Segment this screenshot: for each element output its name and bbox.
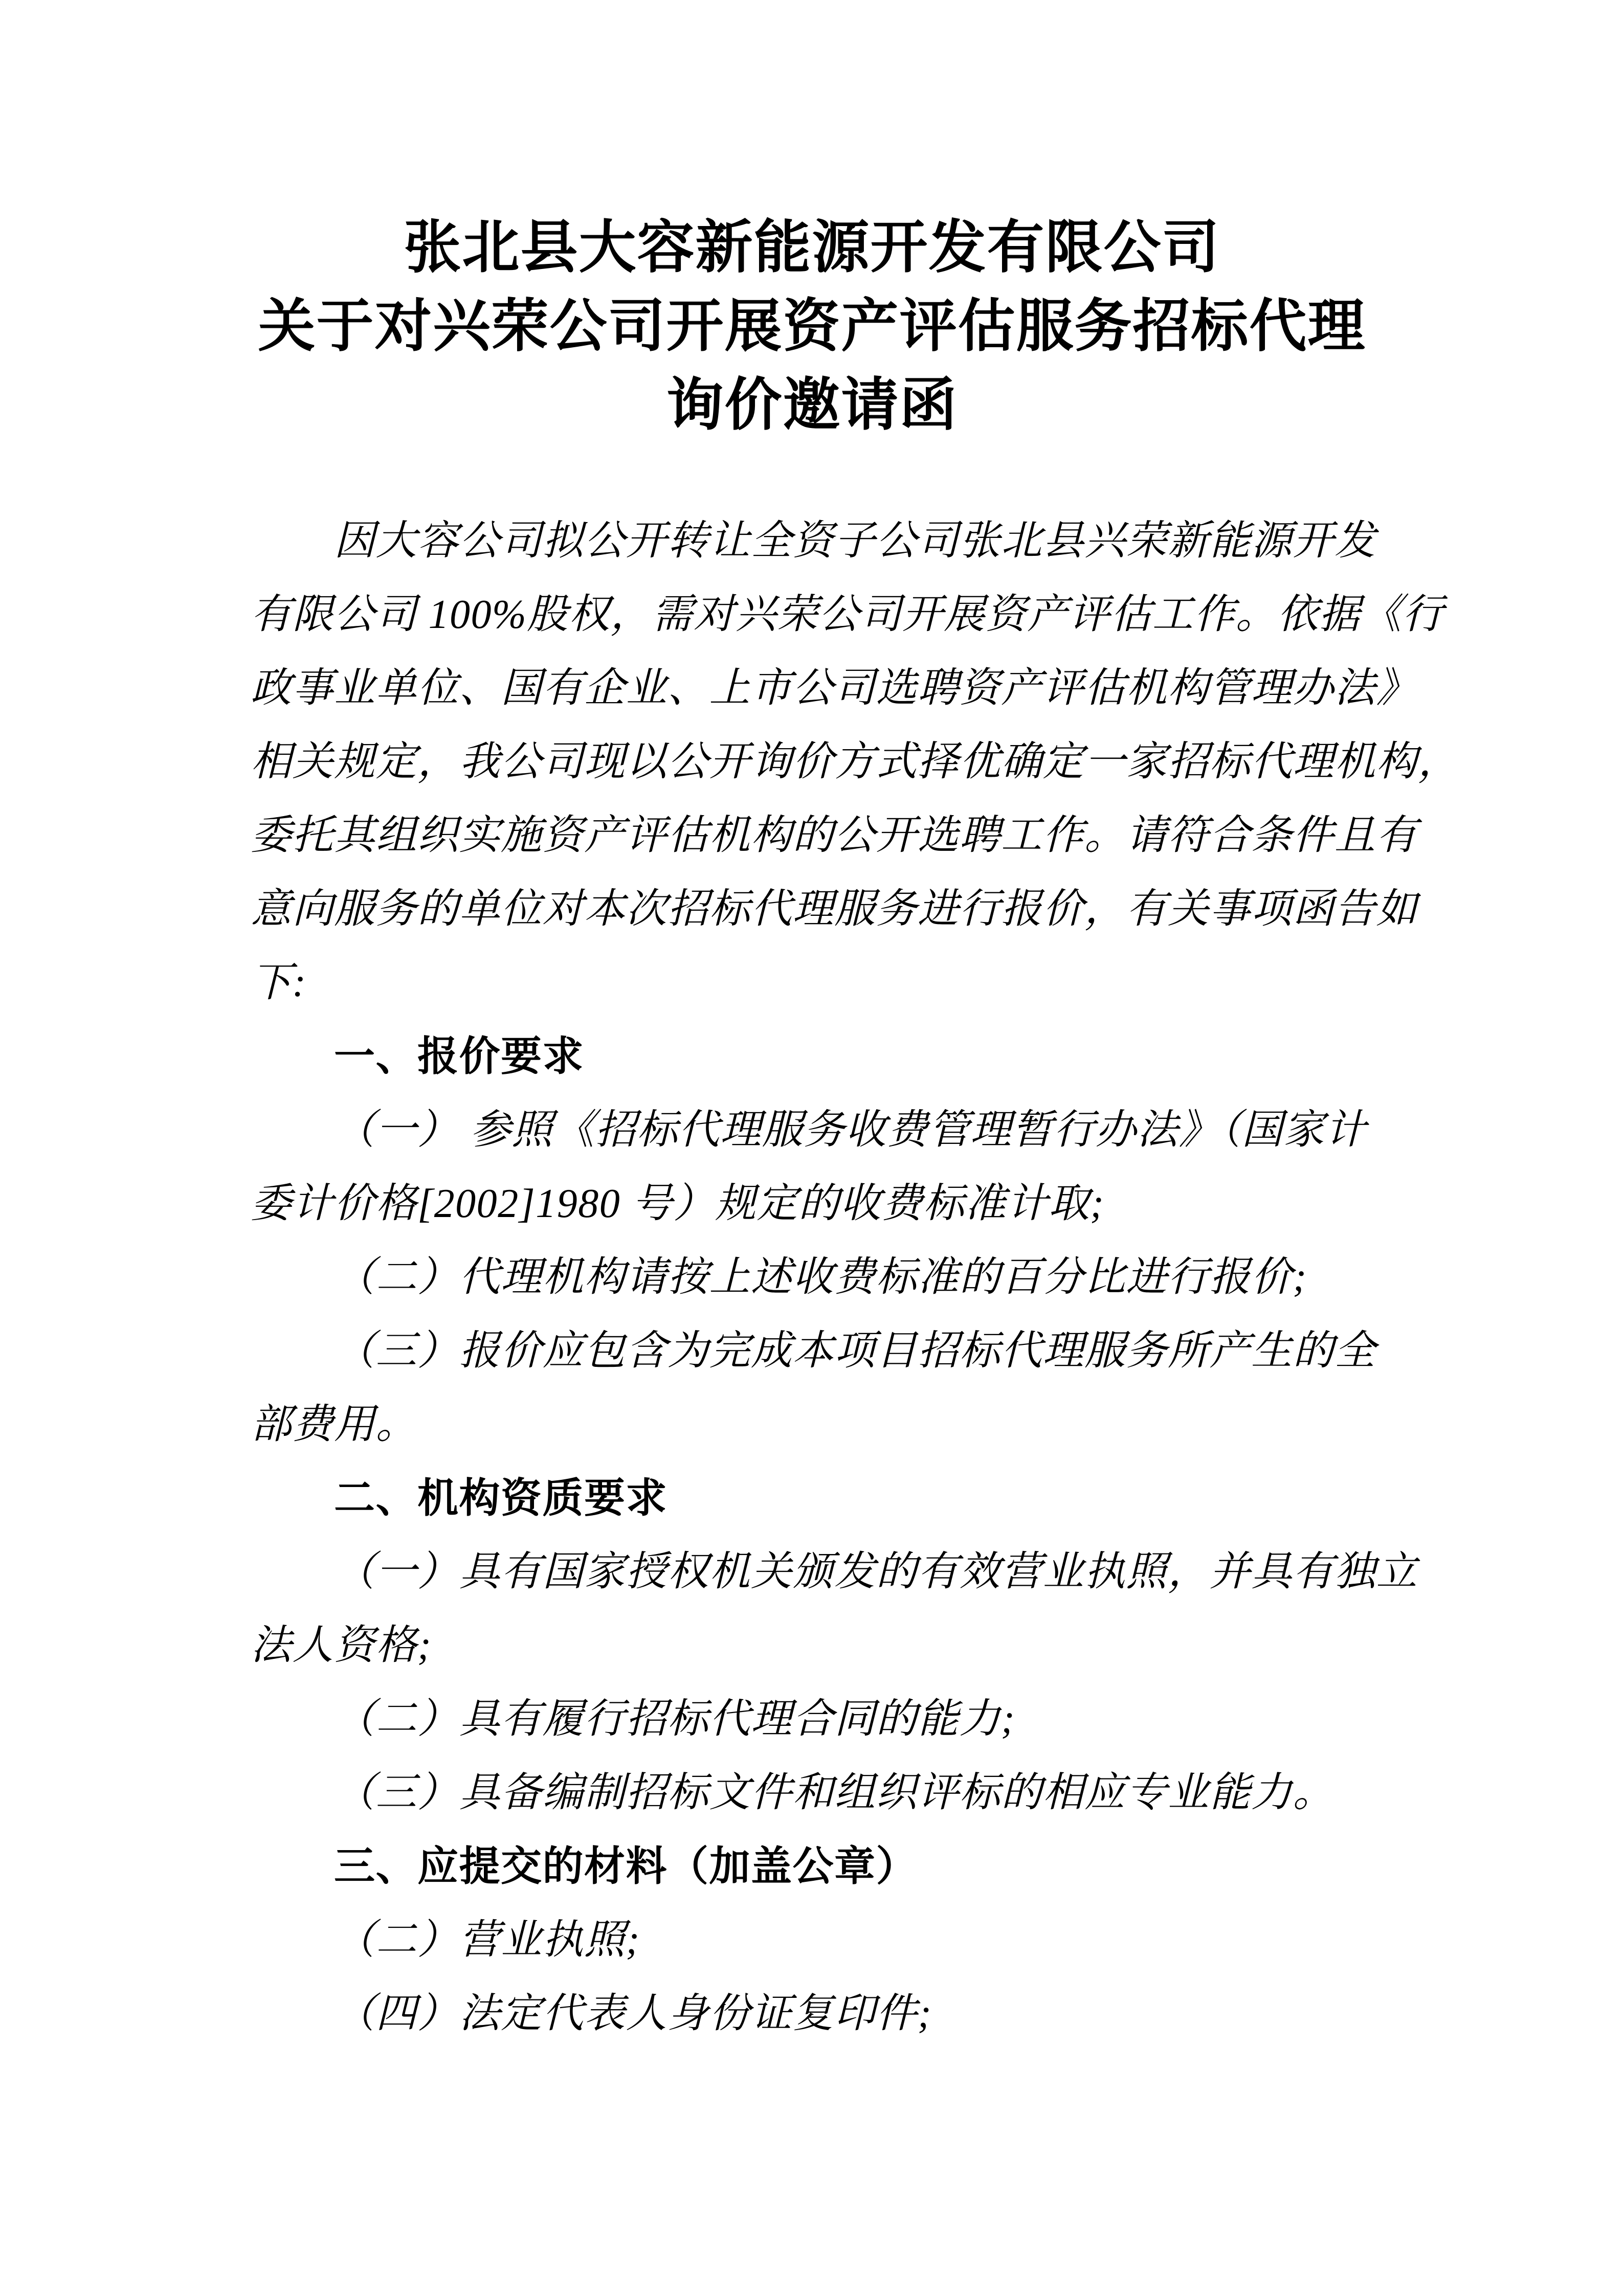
body-line: （一） 参照《招标代理服务收费管理暂行办法》（国家计 (334, 1108, 1367, 1153)
body-line: 委计价格[2002]1980 号）规定的收费标准计取; (251, 1181, 1105, 1226)
body-line: 下: (251, 960, 307, 1005)
body-line: 有限公司 100%股权，需对兴荣公司开展资产评估工作。依据《行 (251, 592, 1444, 637)
section-heading: 一、报价要求 (334, 1033, 584, 1079)
body-line: （三）报价应包含为完成本项目招标代理服务所产生的全 (334, 1329, 1376, 1374)
section-heading: 二、机构资质要求 (334, 1475, 668, 1521)
body-line: 相关规定，我公司现以公开询价方式择优确定一家招标代理机构， (251, 739, 1460, 784)
body-line: （一）具有国家授权机关颁发的有效营业执照，并具有独立 (334, 1549, 1418, 1594)
body-line: 因大容公司拟公开转让全资子公司张北县兴荣新能源开发 (334, 519, 1376, 564)
body-line: 委托其组织实施资产评估机构的公开选聘工作。请符合条件且有 (251, 813, 1418, 858)
body-line: 部费用。 (251, 1402, 417, 1447)
body-line: （三）具备编制招标文件和组织评标的相应专业能力。 (334, 1770, 1334, 1815)
body-line: （四）法定代表人身份证复印件; (334, 1991, 932, 2036)
body-line: （二）代理机构请按上述收费标准的百分比进行报价; (334, 1255, 1307, 1300)
document-title (0, 209, 1624, 445)
body-line: （二）具有履行招标代理合同的能力; (334, 1697, 1016, 1742)
section-heading: 三、应提交的材料（加盖公章） (334, 1843, 918, 1889)
body-line: 法人资格; (251, 1623, 432, 1668)
document-body (251, 504, 1460, 2051)
body-line: 意向服务的单位对本次招标代理服务进行报价，有关事项函告如 (251, 887, 1418, 932)
body-line: （二）营业执照; (334, 1918, 640, 1963)
title-line: 张北县大容新能源开发有限公司 (404, 216, 1220, 280)
title-line: 关于对兴荣公司开展资产评估服务招标代理 (258, 295, 1366, 358)
title-line: 询价邀请函 (666, 374, 958, 437)
body-line: 政事业单位、国有企业、上市公司选聘资产评估机构管理办法》 (251, 666, 1418, 711)
